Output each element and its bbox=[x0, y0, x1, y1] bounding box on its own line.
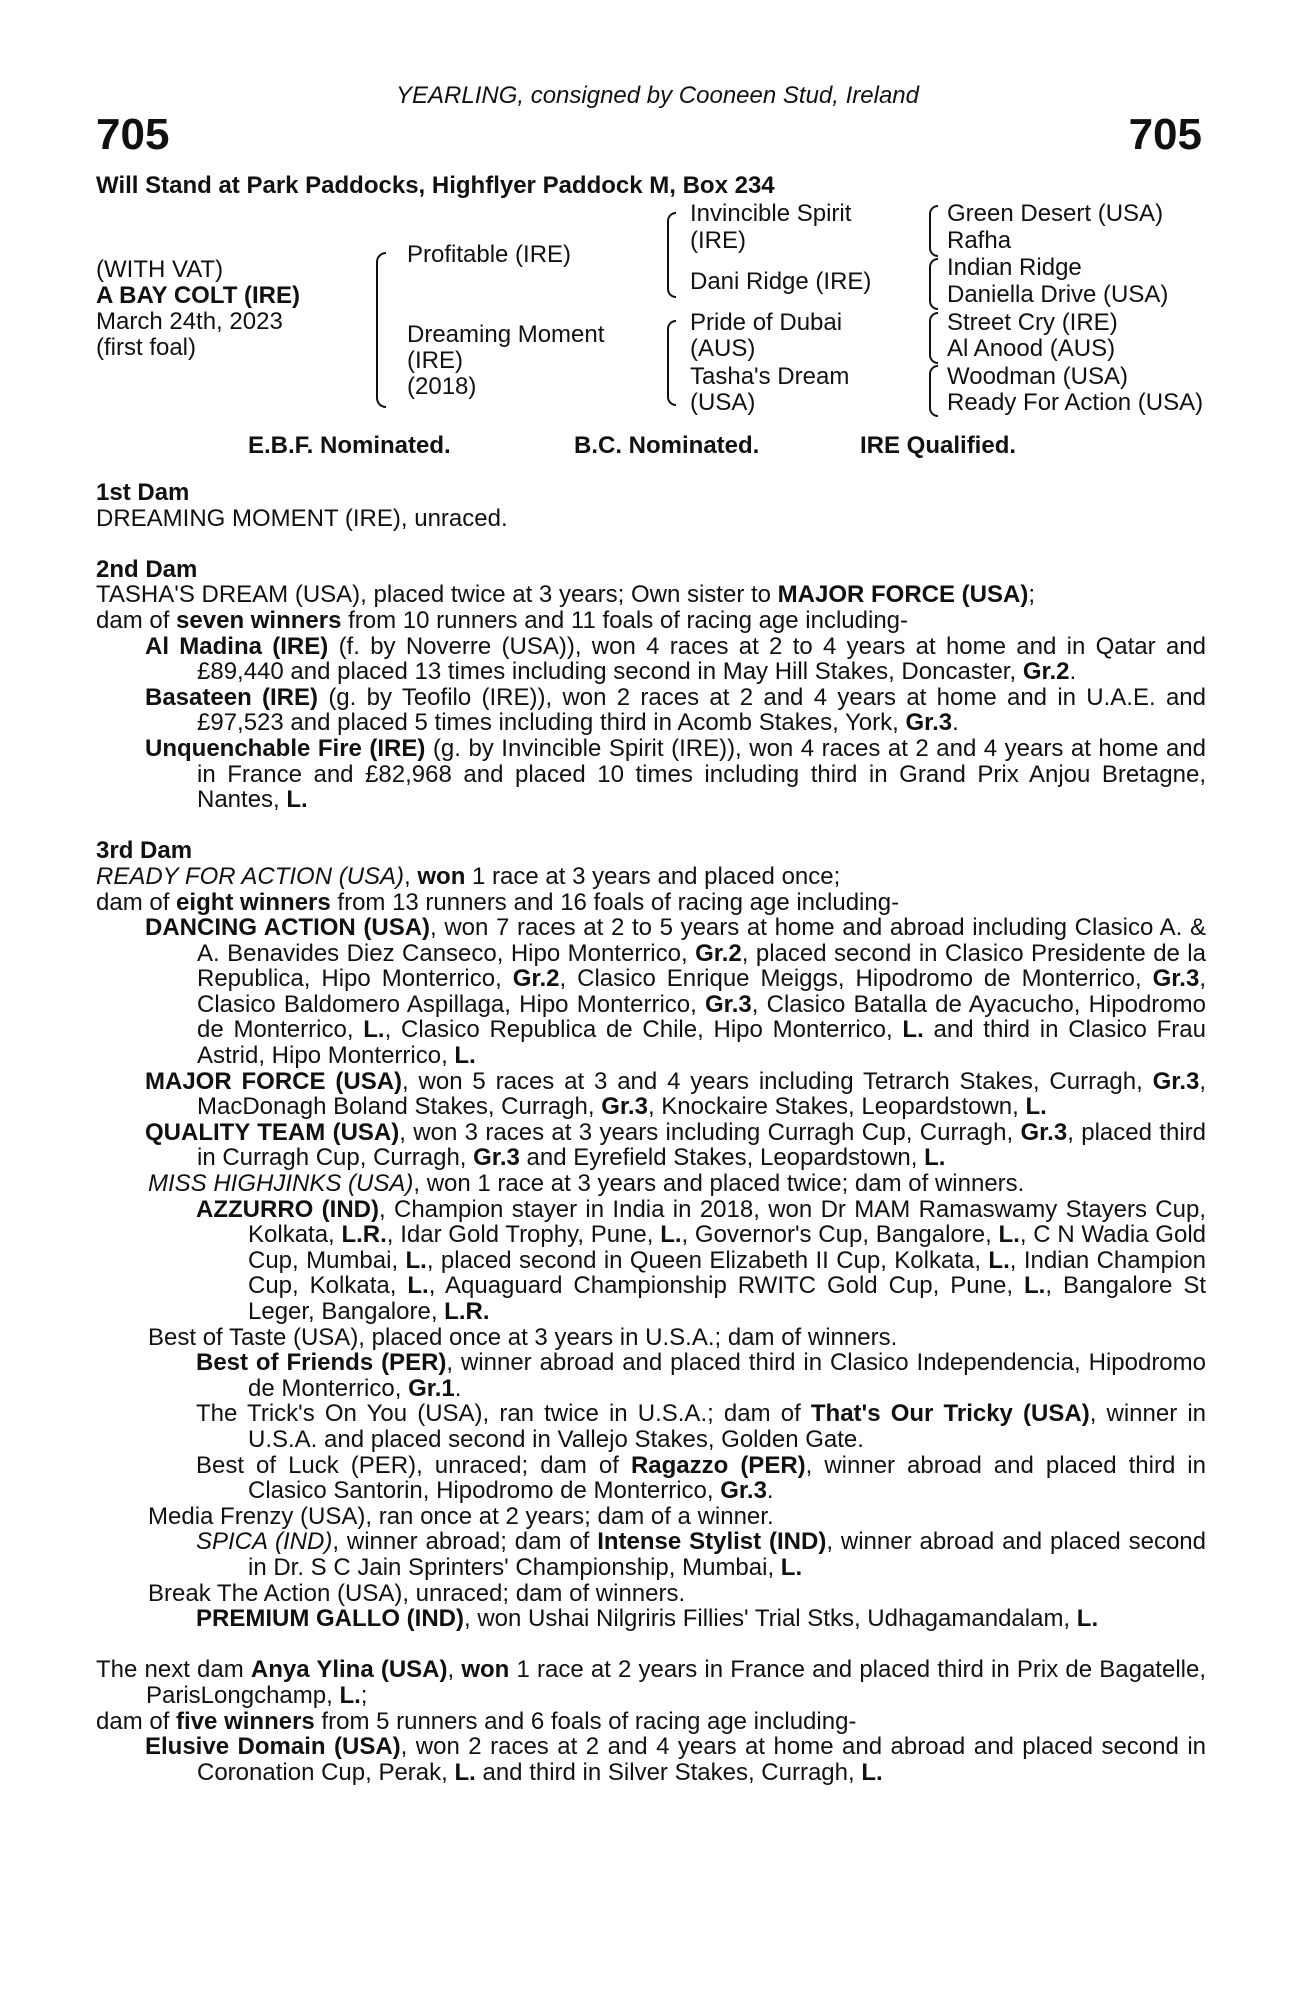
pedigree-dam-line2: (IRE) bbox=[407, 347, 463, 374]
second-dam-line1: TASHA'S DREAM (USA), placed twice at 3 years; Own sister to MAJOR FORCE (USA); bbox=[96, 581, 1036, 609]
pedigree-bracket-dam bbox=[667, 320, 676, 406]
pedigree-bracket-gs4 bbox=[929, 365, 938, 417]
produce-miss-highjinks: MISS HIGHJINKS (USA), won 1 race at 3 years and placed twice; dam of winners. bbox=[148, 1170, 1025, 1198]
produce-dancing-action: DANCING ACTION (USA), won 7 races at 2 to 5 years at home and abroad including Clasico A. & A. Benavides Diez Canseco, Hipo Monterrico, Gr.2, placed second in Clasico Presidente de la Republica, Hipo Monterrico, Gr.2, Clasico Enrique Meiggs, Hipodromo de Monterrico, Gr.3, Clasico Baldomero Aspillaga, Hipo Monterrico, Gr.3, Clasico Batalla de Ayacucho, Hipodromo de Monterrico, L., Clasico Republica de Chile, Hipo Monterrico, L. and third in Clasico Frau Astrid, Hipo Monterrico, L. bbox=[145, 914, 1206, 1070]
ebf-nominated: E.B.F. Nominated. bbox=[248, 432, 451, 459]
produce-break-the-action: Break The Action (USA), unraced; dam of winners. bbox=[148, 1579, 686, 1607]
pedigree-sire: Profitable (IRE) bbox=[407, 241, 572, 268]
pedigree-bracket-gs3 bbox=[929, 312, 938, 364]
pedigree-bracket-gs1 bbox=[929, 205, 938, 257]
third-dam-line1: READY FOR ACTION (USA), won 1 race at 3 years and placed once; bbox=[96, 862, 841, 890]
produce-basateen: Basateen (IRE) (g. by Teofilo (IRE)), won 2 races at 2 and 4 years at home and in U.A.E. and £97,523 and placed 5 times including third in Acomb Stakes, York, Gr.3. bbox=[145, 683, 1206, 737]
ire-qualified: IRE Qualified. bbox=[860, 432, 1017, 459]
pedigree-dam-line1: Dreaming Moment bbox=[407, 321, 605, 348]
pedigree-ddd: Ready For Action (USA) bbox=[947, 389, 1204, 416]
produce-quality-team: QUALITY TEAM (USA), won 3 races at 3 years including Curragh Cup, Curragh, Gr.3, placed third in Curragh Cup, Curragh, Gr.3 and Eyrefield Stakes, Leopardstown, L. bbox=[145, 1118, 1206, 1172]
produce-unquenchable-fire: Unquenchable Fire (IRE) (g. by Invincible Spirit (IRE)), won 4 races at 2 and 4 years at home and in France and £82,968 and placed 10 times including third in Grand Prix Anjou Bretagne, Nantes, L. bbox=[145, 734, 1207, 814]
produce-spica: SPICA (IND), winner abroad; dam of Intense Stylist (IND), winner abroad and placed second in Dr. S C Jain Sprinters' Championship, Mumbai, L. bbox=[196, 1528, 1207, 1581]
second-dam-line2: dam of seven winners from 10 runners and 11 foals of racing age including- bbox=[96, 606, 909, 634]
third-dam-heading: 3rd Dam bbox=[96, 837, 193, 865]
pedigree-dam-sire-line1: Pride of Dubai bbox=[690, 309, 843, 336]
produce-premium-gallo: PREMIUM GALLO (IND), won Ushai Nilgriris Fillies' Trial Stks, Udhagamandalam, L. bbox=[196, 1605, 1099, 1633]
catalogue-body bbox=[96, 480, 1206, 1785]
pedigree-dam-line3: (2018) bbox=[407, 373, 477, 400]
pedigree-dss: Street Cry (IRE) bbox=[947, 309, 1118, 336]
stand-location: Will Stand at Park Paddocks, Highflyer Paddock M, Box 234 bbox=[96, 172, 775, 199]
pedigree-dam-dam-line2: (USA) bbox=[690, 389, 756, 416]
pedigree-dsd: Al Anood (AUS) bbox=[947, 335, 1116, 362]
pedigree-dam-dam-line1: Tasha's Dream bbox=[690, 363, 850, 390]
first-dam-heading: 1st Dam bbox=[96, 479, 190, 506]
pedigree-dds: Woodman (USA) bbox=[947, 363, 1128, 390]
second-dam-heading: 2nd Dam bbox=[96, 555, 198, 583]
lot-number-right: 705 bbox=[1128, 110, 1202, 159]
horse-name: A BAY COLT (IRE) bbox=[96, 282, 301, 309]
page-subtitle: YEARLING, consigned by Cooneen Stud, Ireland bbox=[396, 82, 919, 109]
pedigree-sire-sire-line1: Invincible Spirit bbox=[690, 200, 852, 227]
produce-elusive-domain: Elusive Domain (USA), won 2 races at 2 and 4 years at home and abroad and placed second in Coronation Cup, Perak, L. and third in Silver Stakes, Curragh, L. bbox=[145, 1733, 1206, 1786]
produce-tricks-on-you: The Trick's On You (USA), ran twice in U.S.A.; dam of That's Our Tricky (USA), winner in U.S.A. and placed second in Vallejo Stakes, Golden Gate. bbox=[196, 1400, 1206, 1453]
bc-nominated: B.C. Nominated. bbox=[574, 432, 760, 459]
pedigree-ssd: Rafha bbox=[947, 227, 1012, 254]
pedigree-sire-sire-line2: (IRE) bbox=[690, 227, 746, 254]
produce-azzurro: AZZURRO (IND), Champion stayer in India in 2018, won Dr MAM Ramaswamy Stayers Cup, Kolkata, L.R., Idar Gold Trophy, Pune, L., Governor's Cup, Bangalore, L., C N Wadia Gold Cup, Mumbai, L., placed second in Queen Elizabeth II Cup, Kolkata, L., Indian Champion Cup, Kolkata, L., Aquaguard Championship RWITC Gold Cup, Pune, L., Bangalore St Leger, Bangalore, L.R. bbox=[196, 1195, 1207, 1325]
pedigree-bracket-sire bbox=[667, 212, 676, 298]
pedigree-sdd: Daniella Drive (USA) bbox=[947, 281, 1169, 308]
pedigree-dam-sire-line2: (AUS) bbox=[690, 335, 756, 362]
pedigree-sds: Indian Ridge bbox=[947, 254, 1082, 281]
horse-foal: (first foal) bbox=[96, 334, 197, 361]
pedigree-bracket-gs2 bbox=[929, 258, 938, 310]
produce-media-frenzy: Media Frenzy (USA), ran once at 2 years; dam of a winner. bbox=[148, 1502, 774, 1530]
produce-best-of-luck: Best of Luck (PER), unraced; dam of Ragazzo (PER), winner abroad and placed third in Clasico Santorin, Hipodromo de Monterrico, Gr.3. bbox=[196, 1451, 1206, 1505]
pedigree-bracket-main bbox=[376, 252, 386, 408]
next-dam-line2: dam of five winners from 5 runners and 6 foals of racing age including- bbox=[96, 1707, 857, 1735]
pedigree-sire-dam: Dani Ridge (IRE) bbox=[690, 268, 872, 295]
next-dam-line1: The next dam Anya Ylina (USA), won 1 race at 2 years in France and placed third in Prix de Bagatelle, ParisLongchamp, L.; bbox=[96, 1656, 1206, 1709]
produce-major-force: MAJOR FORCE (USA), won 5 races at 3 and 4 years including Tetrarch Stakes, Curragh, Gr.3, MacDonagh Boland Stakes, Curragh, Gr.3, Knockaire Stakes, Leopardstown, L. bbox=[145, 1067, 1207, 1121]
produce-best-of-taste: Best of Taste (USA), placed once at 3 years in U.S.A.; dam of winners. bbox=[148, 1323, 898, 1351]
third-dam-line2: dam of eight winners from 13 runners and 16 foals of racing age including- bbox=[96, 888, 900, 916]
horse-dob: March 24th, 2023 bbox=[96, 308, 283, 335]
first-dam-text: DREAMING MOMENT (IRE), unraced. bbox=[96, 504, 508, 532]
produce-al-madina: Al Madina (IRE) (f. by Noverre (USA)), won 4 races at 2 to 4 years at home and in Qatar and £89,440 and placed 13 times including second in May Hill Stakes, Doncaster, Gr.2. bbox=[145, 632, 1206, 686]
vat-note: (WITH VAT) bbox=[96, 256, 224, 283]
pedigree-sss: Green Desert (USA) bbox=[947, 200, 1164, 227]
produce-best-of-friends: Best of Friends (PER), winner abroad and placed third in Clasico Independencia, Hipodromo de Monterrico, Gr.1. bbox=[196, 1349, 1206, 1402]
lot-number-left: 705 bbox=[96, 110, 170, 159]
